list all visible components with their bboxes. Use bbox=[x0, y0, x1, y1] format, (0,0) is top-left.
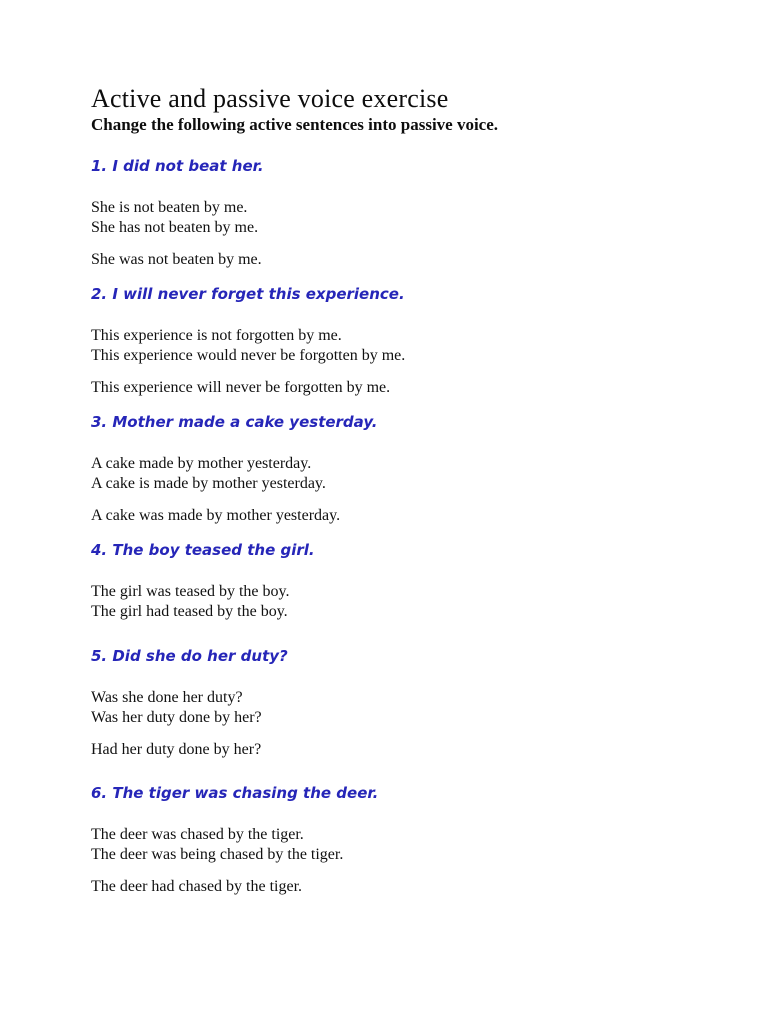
answer-group bbox=[91, 740, 731, 760]
answer-group bbox=[91, 454, 731, 494]
answer-group bbox=[91, 326, 731, 366]
answer-line: A cake is made by mother yesterday. bbox=[91, 475, 326, 492]
page-title: Active and passive voice exercise bbox=[91, 84, 449, 113]
answer-group bbox=[91, 250, 731, 270]
answer-line: Had her duty done by her? bbox=[91, 741, 262, 758]
exercise-question: 3. Mother made a cake yesterday. bbox=[91, 413, 378, 431]
exercise-item bbox=[91, 412, 731, 526]
exercise-question: 2. I will never forget this experience. bbox=[91, 285, 405, 303]
instruction-text: Change the following active sentences into passive voice. bbox=[91, 115, 499, 134]
answer-line: She is not beaten by me. bbox=[91, 199, 248, 216]
answer-line: Was she done her duty? bbox=[91, 689, 243, 706]
answer-line: She was not beaten by me. bbox=[91, 251, 262, 268]
exercise-question: 4. The boy teased the girl. bbox=[91, 541, 315, 559]
answer-line: The girl was teased by the boy. bbox=[91, 583, 290, 600]
answer-group bbox=[91, 877, 731, 897]
answer-group bbox=[91, 582, 731, 622]
answer-group bbox=[91, 378, 731, 398]
answer-line: This experience will never be forgotten by me. bbox=[91, 379, 391, 396]
answer-line: The deer was being chased by the tiger. bbox=[91, 846, 344, 863]
exercise-item bbox=[91, 284, 731, 398]
answer-group bbox=[91, 198, 731, 238]
answer-line: She has not beaten by me. bbox=[91, 219, 259, 236]
exercise-question: 1. I did not beat her. bbox=[91, 157, 264, 175]
answer-group bbox=[91, 506, 731, 526]
answer-group bbox=[91, 688, 731, 728]
exercise-item bbox=[91, 156, 731, 270]
answer-line: This experience is not forgotten by me. bbox=[91, 327, 342, 344]
document-content bbox=[91, 84, 731, 895]
answer-line: A cake made by mother yesterday. bbox=[91, 455, 312, 472]
answer-line: This experience would never be forgotten by me. bbox=[91, 347, 406, 364]
exercise-item bbox=[91, 646, 731, 760]
answer-line: Was her duty done by her? bbox=[91, 709, 262, 726]
answer-line: The girl had teased by the boy. bbox=[91, 603, 288, 620]
answer-line: A cake was made by mother yesterday. bbox=[91, 507, 341, 524]
exercise-item bbox=[91, 540, 731, 622]
answer-line: The deer was chased by the tiger. bbox=[91, 826, 304, 843]
exercise-question: 5. Did she do her duty? bbox=[91, 647, 288, 665]
answer-line: The deer had chased by the tiger. bbox=[91, 878, 303, 895]
exercise-item bbox=[91, 783, 731, 897]
exercise-question: 6. The tiger was chasing the deer. bbox=[91, 784, 379, 802]
answer-group bbox=[91, 825, 731, 865]
